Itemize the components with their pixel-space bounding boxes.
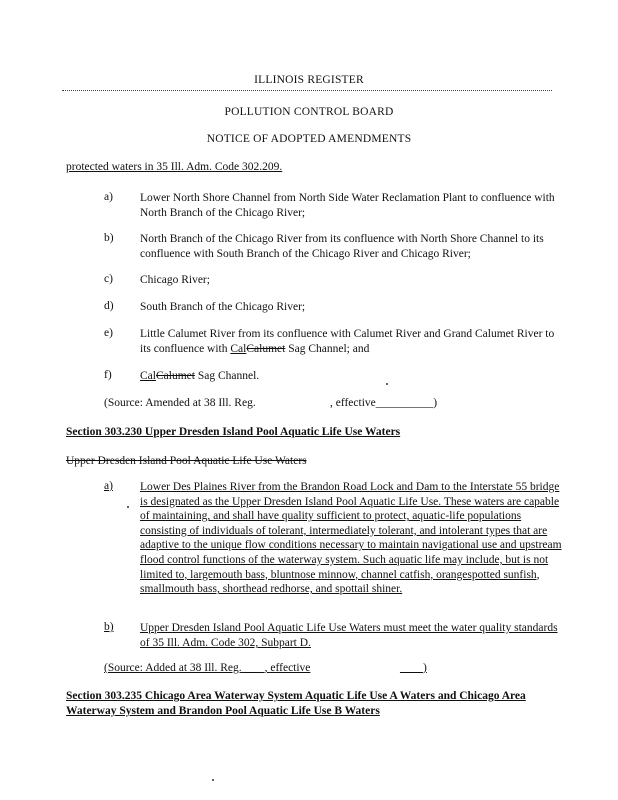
source-note: (Source: Amended at 38 Ill. Reg. xyxy=(104,397,256,409)
item-label: a) xyxy=(104,480,113,492)
scan-speck xyxy=(127,506,129,508)
item-label: a) xyxy=(104,191,113,203)
source-effective-end: ____) xyxy=(400,662,427,674)
item-label: e) xyxy=(104,327,113,339)
source-effective: , effective__________) xyxy=(330,397,438,409)
item-label: b) xyxy=(104,621,114,633)
register-title: ILLINOIS REGISTER xyxy=(254,74,364,86)
deleted-heading: Upper Dresden Island Pool Aquatic Life Use Waters xyxy=(66,455,307,467)
item-text: South Branch of the Chicago River; xyxy=(140,301,306,313)
continuation-line: protected waters in 35 Ill. Adm. Code 302.209. xyxy=(66,161,283,173)
item-text xyxy=(140,327,565,357)
item-text xyxy=(140,369,565,384)
scan-speck xyxy=(386,383,388,385)
item-text: Upper Dresden Island Pool Aquatic Life Use Waters must meet the water quality standards of 35 Ill. Adm. Code 302, Subpart D. xyxy=(140,622,558,649)
item-text-part: Little Calumet River from its confluence with Calumet River and Grand Calumet River to its confluence with xyxy=(140,328,555,355)
item-label: b) xyxy=(104,232,114,244)
section-heading: Section 303.235 Chicago Area Waterway System Aquatic Life Use A Waters and Chicago Area Waterway System and Brandon Pool Aquatic Life Use B Waters xyxy=(66,690,526,717)
inserted-text: Cal xyxy=(140,370,156,382)
scan-speck xyxy=(212,779,214,781)
notice-title: NOTICE OF ADOPTED AMENDMENTS xyxy=(206,133,412,145)
header-rule xyxy=(62,90,552,91)
inserted-text: Cal xyxy=(230,343,247,355)
item-label: f) xyxy=(104,369,112,381)
source-note: (Source: Added at 38 Ill. Reg. ___ , effective xyxy=(104,662,311,674)
item-text: Chicago River; xyxy=(140,274,210,286)
item-text-part: Sag Channel; and xyxy=(285,343,370,355)
deleted-text: Calumet xyxy=(246,343,286,355)
item-text: Lower Des Plaines River from the Brandon Road Lock and Dam to the Interstate 55 bridge is designated as the Upper Dresden Island Pool Aquatic Life Use. These waters are capable of maintaining, and shall have quality sufficient to protect, aquatic-life populations consisting of individuals of tolerant, intermediately tolerant, and intolerant types that are adaptive to the unique flow conditions necessary to maintain navigational use and upstream flood control functions of the waterway system. Such aquatic life may include, but is not limited to, largemouth bass, bluntnose minnow, channel catfish, orangespotted sunfish, smallmouth bass, shorthead redhorse, and spottail shiner. xyxy=(140,481,562,596)
item-text: Lower North Shore Channel from North Side Water Reclamation Plant to confluence with North Branch of the Chicago River; xyxy=(140,192,555,219)
item-text: North Branch of the Chicago River from its confluence with North Shore Channel to its confluence with South Branch of the Chicago River and Chicago River; xyxy=(140,233,544,260)
board-title: POLLUTION CONTROL BOARD xyxy=(224,106,394,118)
item-text-part: Sag Channel. xyxy=(194,370,260,382)
item-label: d) xyxy=(104,300,114,312)
deleted-text: Calumet xyxy=(155,370,195,382)
section-heading: Section 303.230 Upper Dresden Island Pool Aquatic Life Use Waters xyxy=(66,426,401,438)
item-label: c) xyxy=(104,273,113,285)
